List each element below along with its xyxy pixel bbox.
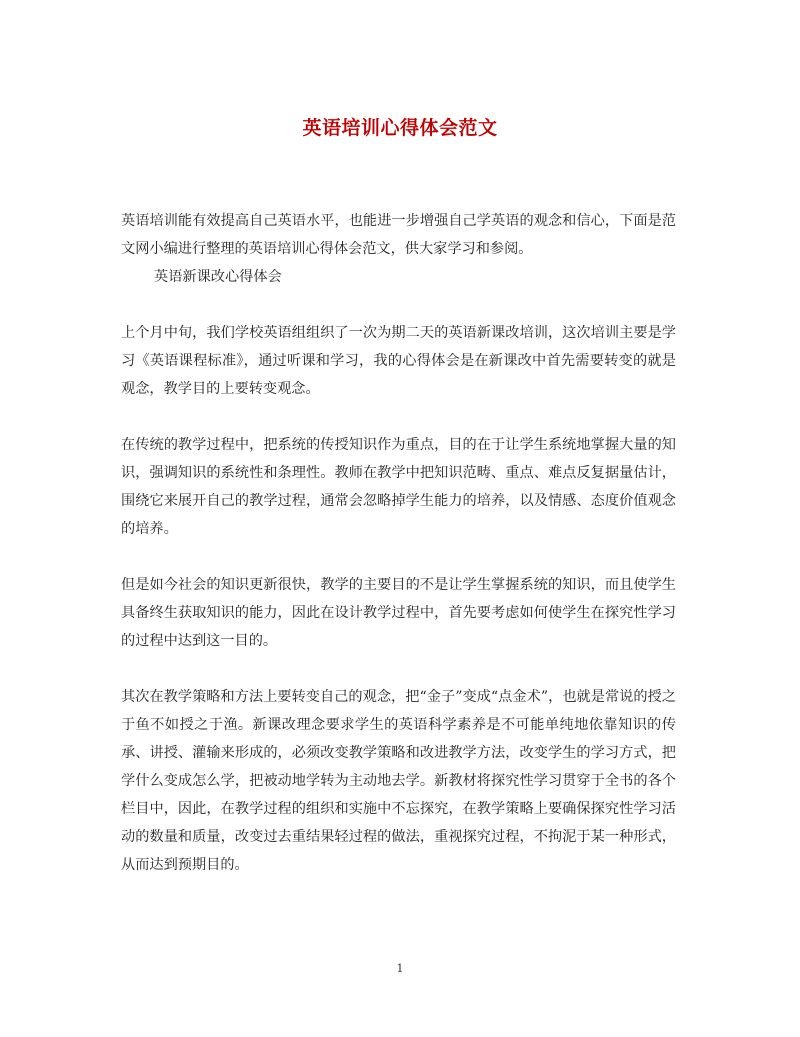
document-title: 英语培训心得体会范文 [302, 117, 498, 139]
document-body [121, 207, 676, 879]
body-paragraph-2: 在传统的教学过程中，把系统的传授知识作为重点，目的在于让学生系统地掌握大量的知识，强调知识的系统性和条理性。教师在教学中把知识范畴、重点、难点反复据量估计，围绕它来展开自己的教学过程，通常会忽略掉学生能力的培养，以及情感、态度价值观念的培养。 [121, 437, 676, 537]
body-paragraph-4: 其次在教学策略和方法上要转变自己的观念，把“金子”变成“点金术”，也就是常说的授之于鱼不如授之于渔。新课改理念要求学生的英语科学素养是不可能单纯地依靠知识的传承、讲授、灌输来形成的，必须改变教学策略和改进教学方法，改变学生的学习方式，把学什么变成怎么学，把被动地学转为主动地去学。新教材将探究性学习贯穿于全书的各个栏目中，因此，在教学过程的组织和实施中不忘探究，在教学策略上要确保探究性学习活动的数量和质量，改变过去重结果轻过程的做法，重视探究过程，不拘泥于某一种形式，从而达到预期目的。 [121, 689, 676, 873]
page-number: 1 [396, 962, 404, 975]
body-paragraph-1: 上个月中旬，我们学校英语组组织了一次为期二天的英语新课改培训，这次培训主要是学习《英语课程标准》，通过听课和学习，我的心得体会是在新课改中首先需要转变的就是观念，教学目的上要转变观念。 [121, 325, 676, 397]
section-subheading: 英语新课改心得体会 [154, 269, 282, 285]
body-paragraph-3: 但是如今社会的知识更新很快，教学的主要目的不是让学生掌握系统的知识，而且使学生具备终生获取知识的能力，因此在设计教学过程中，首先要考虑如何使学生在探究性学习的过程中达到这一目的。 [121, 577, 676, 649]
intro-paragraph: 英语培训能有效提高自己英语水平，也能进一步增强自己学英语的观念和信心，下面是范文网小编进行整理的英语培训心得体会范文，供大家学习和参阅。 [121, 213, 676, 257]
